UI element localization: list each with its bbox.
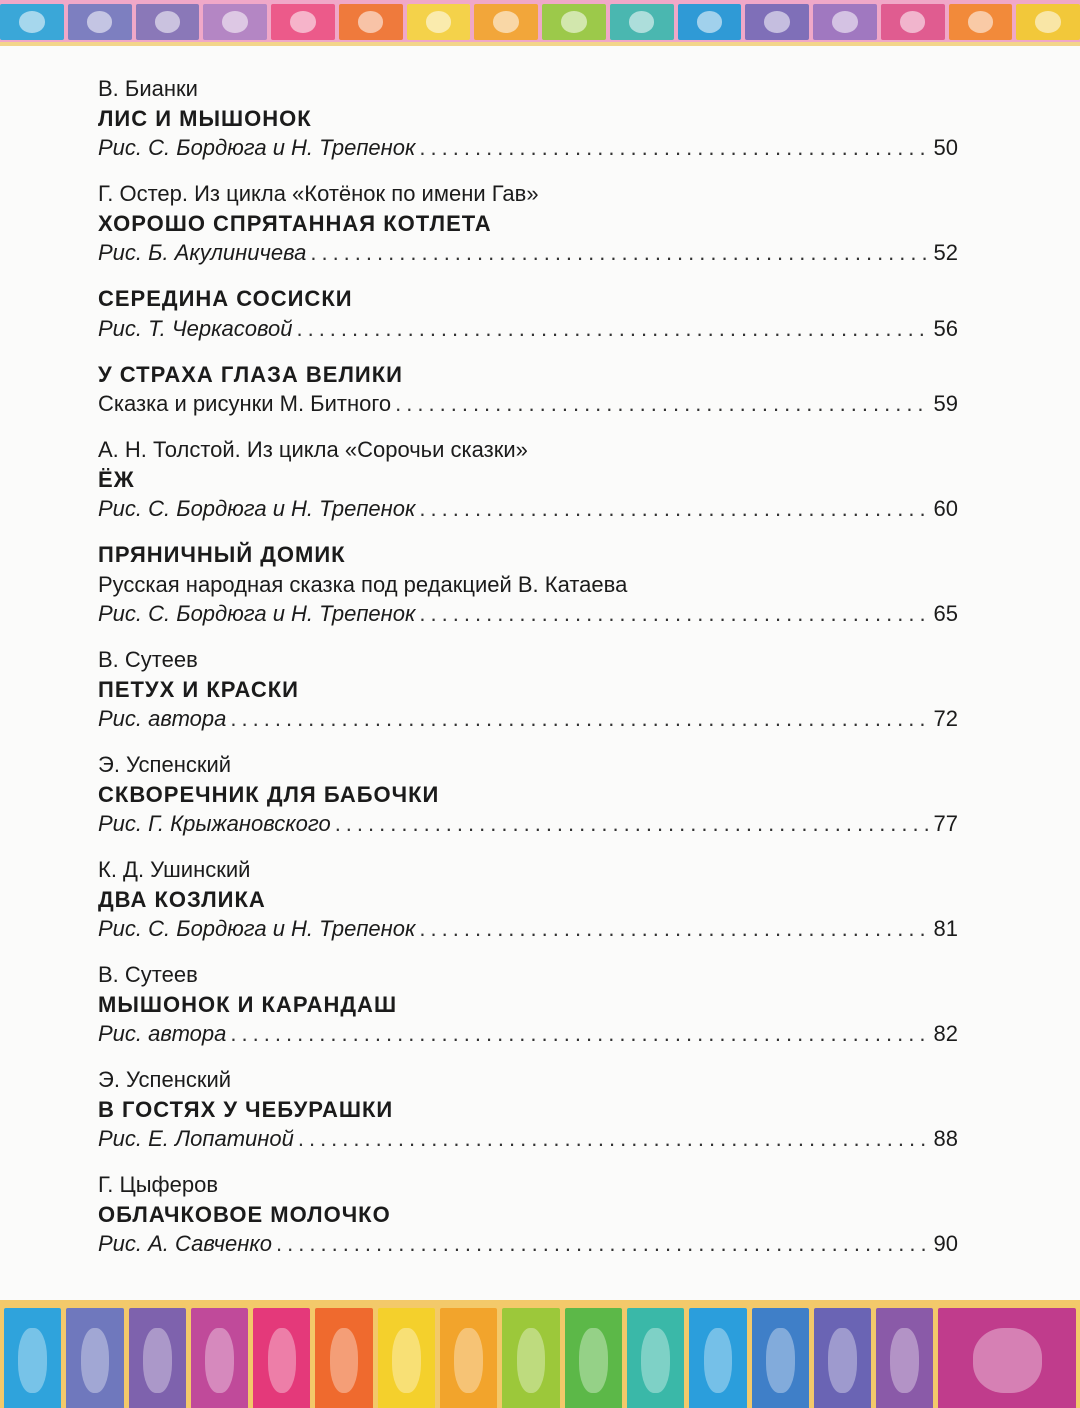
dot-leader bbox=[419, 133, 929, 163]
page-number: 81 bbox=[933, 916, 958, 941]
toc-entry bbox=[98, 645, 958, 734]
entry-illustrator: Рис. автора bbox=[98, 706, 227, 731]
top-decorative-border bbox=[0, 0, 1080, 46]
character-illustration-tile bbox=[440, 1308, 497, 1408]
entry-illustrator-line bbox=[98, 704, 958, 734]
entry-title: В ГОСТЯХ У ЧЕБУРАШКИ bbox=[98, 1096, 394, 1122]
character-illustration-tile bbox=[627, 1308, 684, 1408]
entry-illustrator: Рис. Г. Крыжановского bbox=[98, 811, 331, 836]
page-number: 72 bbox=[933, 706, 958, 731]
character-illustration-tile bbox=[4, 1308, 61, 1408]
entry-illustrator: Рис. Б. Акулиничева bbox=[98, 240, 307, 265]
page-number: 52 bbox=[933, 240, 958, 265]
page-number: 88 bbox=[933, 1126, 958, 1151]
dot-leader bbox=[298, 1124, 930, 1154]
entry-illustrator-line bbox=[98, 599, 958, 629]
entry-author: В. Сутеев bbox=[98, 647, 198, 672]
entry-illustrator-line bbox=[98, 914, 958, 944]
entry-illustrator: Рис. С. Бордюга и Н. Трепенок bbox=[98, 916, 416, 941]
decorative-tile bbox=[474, 4, 538, 40]
decorative-tile bbox=[813, 4, 877, 40]
toc-entry bbox=[98, 540, 958, 629]
entry-illustrator-line bbox=[98, 238, 958, 268]
page-number: 90 bbox=[933, 1231, 958, 1256]
entry-illustrator: Сказка и рисунки М. Битного bbox=[98, 391, 392, 416]
entry-illustrator-line bbox=[98, 1124, 958, 1154]
character-illustration-tile bbox=[191, 1308, 248, 1408]
character-illustration-tile bbox=[752, 1308, 809, 1408]
character-illustration-tile bbox=[66, 1308, 123, 1408]
character-illustration-tile bbox=[253, 1308, 310, 1408]
character-illustration-tile bbox=[814, 1308, 871, 1408]
character-illustration-tile bbox=[378, 1308, 435, 1408]
decorative-tile bbox=[1016, 4, 1080, 40]
entry-title: ПРЯНИЧНЫЙ ДОМИК bbox=[98, 542, 346, 567]
toc-entry bbox=[98, 1065, 958, 1154]
decorative-tile bbox=[271, 4, 335, 40]
dot-leader bbox=[230, 1019, 929, 1049]
decorative-tile bbox=[68, 4, 132, 40]
page-number: 60 bbox=[933, 496, 958, 521]
character-illustration-tile bbox=[315, 1308, 372, 1408]
entry-author: К. Д. Ушинский bbox=[98, 857, 251, 882]
entry-illustrator-line bbox=[98, 389, 958, 419]
page-number: 56 bbox=[933, 315, 958, 341]
page-number: 77 bbox=[933, 811, 958, 836]
toc-entry bbox=[98, 360, 958, 419]
entry-illustrator-line bbox=[98, 1229, 958, 1259]
entry-subtitle: Русская народная сказка под редакцией В. Катаева bbox=[98, 571, 628, 597]
entry-illustrator-line bbox=[98, 494, 958, 524]
entry-illustrator-line bbox=[98, 1019, 958, 1049]
decorative-tile bbox=[0, 4, 64, 40]
entry-author: В. Сутеев bbox=[98, 962, 198, 987]
dot-leader bbox=[335, 809, 930, 839]
entry-title: ПЕТУХ И КРАСКИ bbox=[98, 676, 299, 702]
toc-entry bbox=[98, 74, 958, 163]
entry-author: Г. Цыферов bbox=[98, 1172, 219, 1197]
toc-entry bbox=[98, 284, 958, 343]
entry-title: У СТРАХА ГЛАЗА ВЕЛИКИ bbox=[98, 361, 403, 387]
entry-illustrator: Рис. Е. Лопатиной bbox=[98, 1126, 294, 1151]
page-number: 50 bbox=[933, 135, 958, 160]
entry-illustrator-line bbox=[98, 809, 958, 839]
entry-illustrator: Рис. А. Савченко bbox=[98, 1231, 273, 1256]
character-illustration-tile bbox=[502, 1308, 559, 1408]
dot-leader bbox=[419, 599, 929, 629]
entry-illustrator-line bbox=[98, 314, 958, 344]
entry-title: ЁЖ bbox=[98, 466, 135, 492]
toc-entry bbox=[98, 179, 958, 268]
decorative-tile bbox=[136, 4, 200, 40]
entry-author: Э. Успенский bbox=[98, 752, 232, 777]
dot-leader bbox=[310, 238, 929, 268]
toc-entry bbox=[98, 750, 958, 839]
character-illustration-tile bbox=[129, 1308, 186, 1408]
character-illustration-tile bbox=[565, 1308, 622, 1408]
entry-illustrator: Рис. С. Бордюга и Н. Трепенок bbox=[98, 496, 416, 521]
entry-illustrator: Рис. С. Бордюга и Н. Трепенок bbox=[98, 601, 416, 626]
entry-title: СЕРЕДИНА СОСИСКИ bbox=[98, 286, 353, 311]
page-number: 82 bbox=[933, 1021, 958, 1046]
decorative-tile bbox=[203, 4, 267, 40]
entry-author: В. Бианки bbox=[98, 76, 198, 101]
entry-title: ЛИС И МЫШОНОК bbox=[98, 105, 312, 131]
decorative-tile bbox=[678, 4, 742, 40]
decorative-tile bbox=[745, 4, 809, 40]
entry-author: Э. Успенский bbox=[98, 1067, 232, 1092]
entry-illustrator: Рис. Т. Черкасовой bbox=[98, 315, 293, 341]
decorative-tile bbox=[339, 4, 403, 40]
dot-leader bbox=[419, 494, 929, 524]
dot-leader bbox=[276, 1229, 930, 1259]
entry-title: ОБЛАЧКОВОЕ МОЛОЧКО bbox=[98, 1201, 391, 1227]
page-number: 59 bbox=[933, 391, 958, 416]
entry-title: ДВА КОЗЛИКА bbox=[98, 886, 266, 912]
dot-leader bbox=[395, 389, 929, 419]
page-number: 65 bbox=[933, 601, 958, 626]
entry-illustrator: Рис. С. Бордюга и Н. Трепенок bbox=[98, 135, 416, 160]
dot-leader bbox=[230, 704, 929, 734]
character-illustration-tile bbox=[876, 1308, 933, 1408]
table-of-contents bbox=[98, 74, 958, 1275]
character-illustration-tile bbox=[689, 1308, 746, 1408]
decorative-tile bbox=[610, 4, 674, 40]
entry-title: МЫШОНОК И КАРАНДАШ bbox=[98, 991, 398, 1017]
entry-author: Г. Остер. Из цикла «Котёнок по имени Гав» bbox=[98, 181, 539, 206]
bottom-illustrated-border bbox=[0, 1300, 1080, 1408]
entry-illustrator-line bbox=[98, 133, 958, 163]
dot-leader bbox=[419, 914, 929, 944]
decorative-tile bbox=[542, 4, 606, 40]
toc-entry bbox=[98, 435, 958, 524]
entry-title: ХОРОШО СПРЯТАННАЯ КОТЛЕТА bbox=[98, 210, 492, 236]
dot-leader bbox=[296, 314, 929, 344]
toc-entry bbox=[98, 1170, 958, 1259]
decorative-tile bbox=[407, 4, 471, 40]
character-illustration-tile bbox=[938, 1308, 1076, 1408]
toc-entry bbox=[98, 960, 958, 1049]
entry-illustrator: Рис. автора bbox=[98, 1021, 227, 1046]
decorative-tile bbox=[881, 4, 945, 40]
decorative-tile bbox=[949, 4, 1013, 40]
entry-title: СКВОРЕЧНИК ДЛЯ БАБОЧКИ bbox=[98, 781, 440, 807]
toc-entry bbox=[98, 855, 958, 944]
entry-author: А. Н. Толстой. Из цикла «Сорочьи сказки» bbox=[98, 437, 528, 462]
